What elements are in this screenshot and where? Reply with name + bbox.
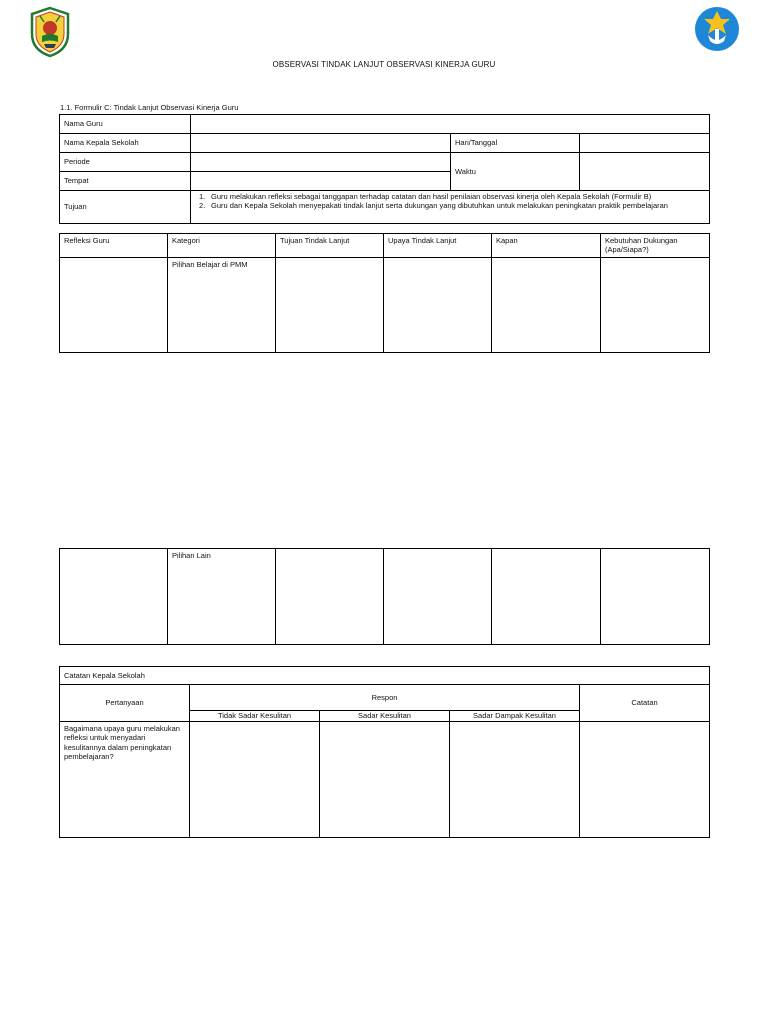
cell-catatan[interactable] <box>580 722 710 838</box>
tujuan-list <box>195 192 705 211</box>
header-sadar-kesulitan: Sadar Kesulitan <box>320 711 450 722</box>
cell-kategori-lain: Pilihan Lain <box>168 549 276 645</box>
header-catatan: Catatan <box>580 685 710 722</box>
label-tujuan: Tujuan <box>60 191 191 224</box>
cell-kebutuhan-dukungan[interactable] <box>601 258 710 353</box>
tut-wuri-handayani-logo <box>694 5 740 53</box>
followup-table <box>59 233 710 353</box>
cell-kapan[interactable] <box>492 258 601 353</box>
label-hari-tanggal: Hari/Tanggal <box>451 134 580 153</box>
field-hari-tanggal[interactable] <box>580 134 710 153</box>
header-refleksi-guru: Refleksi Guru <box>60 234 168 258</box>
cell-sadar-kesulitan[interactable] <box>320 722 450 838</box>
cell-upaya-tindak-lanjut[interactable] <box>384 549 492 645</box>
cell-tujuan-tindak-lanjut[interactable] <box>276 549 384 645</box>
cell-upaya-tindak-lanjut[interactable] <box>384 258 492 353</box>
cell-tujuan-tindak-lanjut[interactable] <box>276 258 384 353</box>
tujuan-item: 1. Guru melakukan refleksi sebagai tanggapan terhadap catatan dan hasil penilaian observasi kinerja oleh Kepala Sekolah (Formulir B) <box>199 192 652 201</box>
cell-kategori-pmm: Pilihan Belajar di PMM <box>168 258 276 353</box>
cell-kebutuhan-dukungan[interactable] <box>601 549 710 645</box>
label-waktu: Waktu <box>451 153 580 191</box>
cell-tidak-sadar-kesulitan[interactable] <box>190 722 320 838</box>
field-tempat[interactable] <box>191 172 451 191</box>
header-respon: Respon <box>190 685 580 711</box>
cell-refleksi-guru[interactable] <box>60 258 168 353</box>
header-upaya-tindak-lanjut: Upaya Tindak Lanjut <box>384 234 492 258</box>
identity-table <box>59 114 710 224</box>
tujuan-content <box>191 191 710 224</box>
header-kebutuhan-dukungan: Kebutuhan Dukungan (Apa/Siapa?) <box>601 234 710 258</box>
header-tidak-sadar-kesulitan: Tidak Sadar Kesulitan <box>190 711 320 722</box>
header-tujuan-tindak-lanjut: Tujuan Tindak Lanjut <box>276 234 384 258</box>
catatan-title: Catatan Kepala Sekolah <box>60 667 710 685</box>
tujuan-item: 2. Guru dan Kepala Sekolah menyepakati tindak lanjut serta dukungan yang dibutuhkan untuk melakukan peningkatan praktik pembelajaran <box>199 201 668 211</box>
header-pertanyaan: Pertanyaan <box>60 685 190 722</box>
field-waktu[interactable] <box>580 153 710 191</box>
cell-refleksi-guru[interactable] <box>60 549 168 645</box>
field-nama-kepala-sekolah[interactable] <box>191 134 451 153</box>
field-nama-guru[interactable] <box>191 115 710 134</box>
header-kategori: Kategori <box>168 234 276 258</box>
header-sadar-dampak-kesulitan: Sadar Dampak Kesulitan <box>450 711 580 722</box>
question-text: Bagaimana upaya guru melakukan refleksi untuk menyadari kesulitannya dalam peningkatan pembelajaran? <box>60 722 190 838</box>
label-nama-guru: Nama Guru <box>60 115 191 134</box>
catatan-table <box>59 666 710 838</box>
field-periode[interactable] <box>191 153 451 172</box>
cell-kapan[interactable] <box>492 549 601 645</box>
page-title: OBSERVASI TINDAK LANJUT OBSERVASI KINERJA GURU <box>272 60 496 69</box>
followup-table-continued <box>59 548 710 645</box>
cell-sadar-dampak-kesulitan[interactable] <box>450 722 580 838</box>
header-kapan: Kapan <box>492 234 601 258</box>
label-nama-kepala-sekolah: Nama Kepala Sekolah <box>60 134 191 153</box>
form-subtitle: 1.1. Formulir C: Tindak Lanjut Observasi Kinerja Guru <box>60 103 239 112</box>
regional-emblem-logo <box>28 6 72 58</box>
label-tempat: Tempat <box>60 172 191 191</box>
label-periode: Periode <box>60 153 191 172</box>
